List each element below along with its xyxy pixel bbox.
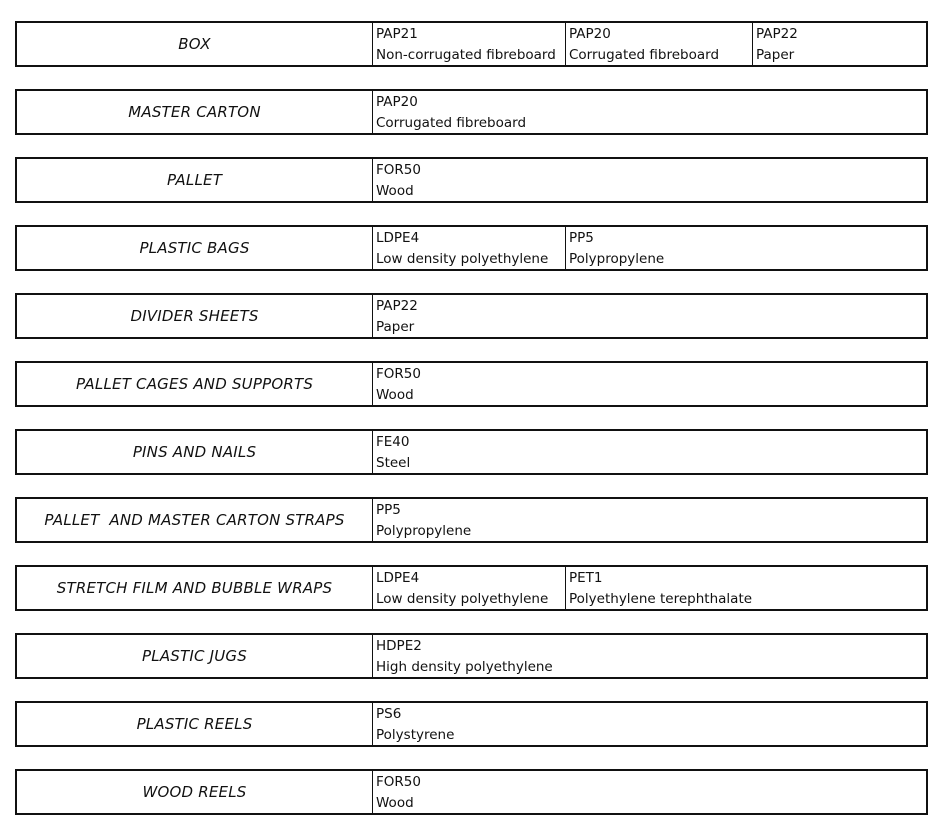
packaging-item-label: PALLET: [17, 159, 373, 201]
table-row: [15, 565, 928, 611]
material-code: HDPE2: [376, 638, 422, 654]
material-name: Polystyrene: [376, 727, 455, 743]
material-name: Polypropylene: [376, 523, 472, 539]
table-row: [15, 157, 928, 203]
material-code: PAP22: [756, 26, 798, 42]
material-cell: [373, 295, 926, 337]
material-name: Corrugated fibreboard: [569, 47, 720, 63]
packaging-item-label: PLASTIC BAGS: [17, 227, 373, 269]
packaging-item-label: DIVIDER SHEETS: [17, 295, 373, 337]
packaging-item-label: PINS AND NAILS: [17, 431, 373, 473]
material-cell: [373, 227, 566, 269]
material-name: Wood: [376, 387, 414, 403]
material-cell: [373, 91, 926, 133]
table-row: [15, 225, 928, 271]
table-row: [15, 21, 928, 67]
material-name: Steel: [376, 455, 411, 471]
packaging-item-label: STRETCH FILM AND BUBBLE WRAPS: [17, 567, 373, 609]
table-row: [15, 293, 928, 339]
material-name: Wood: [376, 795, 414, 811]
material-name: Low density polyethylene: [376, 251, 549, 267]
material-name: Paper: [756, 47, 795, 63]
material-cell: [566, 567, 926, 609]
material-cell: [753, 23, 926, 65]
material-cell: [373, 363, 926, 405]
material-name: Non-corrugated fibreboard: [376, 47, 556, 63]
packaging-item-label: WOOD REELS: [17, 771, 373, 813]
material-code: FOR50: [376, 162, 421, 178]
material-cell: [373, 499, 926, 541]
material-cell: [373, 635, 926, 677]
material-code: PS6: [376, 706, 402, 722]
material-code: PAP21: [376, 26, 418, 42]
table-row: [15, 361, 928, 407]
material-code: FE40: [376, 434, 410, 450]
material-name: High density polyethylene: [376, 659, 553, 675]
material-code: PAP20: [376, 94, 418, 110]
material-cell: [373, 159, 926, 201]
table-row: [15, 89, 928, 135]
table-row: [15, 633, 928, 679]
material-name: Wood: [376, 183, 414, 199]
material-cell: [373, 703, 926, 745]
packaging-item-label: MASTER CARTON: [17, 91, 373, 133]
table-row: [15, 701, 928, 747]
packaging-item-label: PLASTIC JUGS: [17, 635, 373, 677]
table-row: [15, 769, 928, 815]
material-code: PP5: [376, 502, 401, 518]
material-cell: [373, 23, 566, 65]
material-cell: [373, 567, 566, 609]
material-code: PET1: [569, 570, 603, 586]
material-cell: [566, 23, 753, 65]
material-code: FOR50: [376, 774, 421, 790]
packaging-item-label: PALLET CAGES AND SUPPORTS: [17, 363, 373, 405]
material-code: PAP22: [376, 298, 418, 314]
material-name: Polypropylene: [569, 251, 665, 267]
table-row: [15, 497, 928, 543]
material-code: LDPE4: [376, 230, 420, 246]
material-code: PP5: [569, 230, 594, 246]
material-cell: [373, 431, 926, 473]
packaging-item-label: PLASTIC REELS: [17, 703, 373, 745]
material-code: LDPE4: [376, 570, 420, 586]
table-row: [15, 429, 928, 475]
material-code: FOR50: [376, 366, 421, 382]
material-code: PAP20: [569, 26, 611, 42]
material-name: Paper: [376, 319, 415, 335]
packaging-item-label: BOX: [17, 23, 373, 65]
packaging-item-label: PALLET AND MASTER CARTON STRAPS: [17, 499, 373, 541]
material-cell: [373, 771, 926, 813]
material-cell: [566, 227, 926, 269]
material-name: Low density polyethylene: [376, 591, 549, 607]
material-name: Corrugated fibreboard: [376, 115, 527, 131]
material-name: Polyethylene terephthalate: [569, 591, 753, 607]
